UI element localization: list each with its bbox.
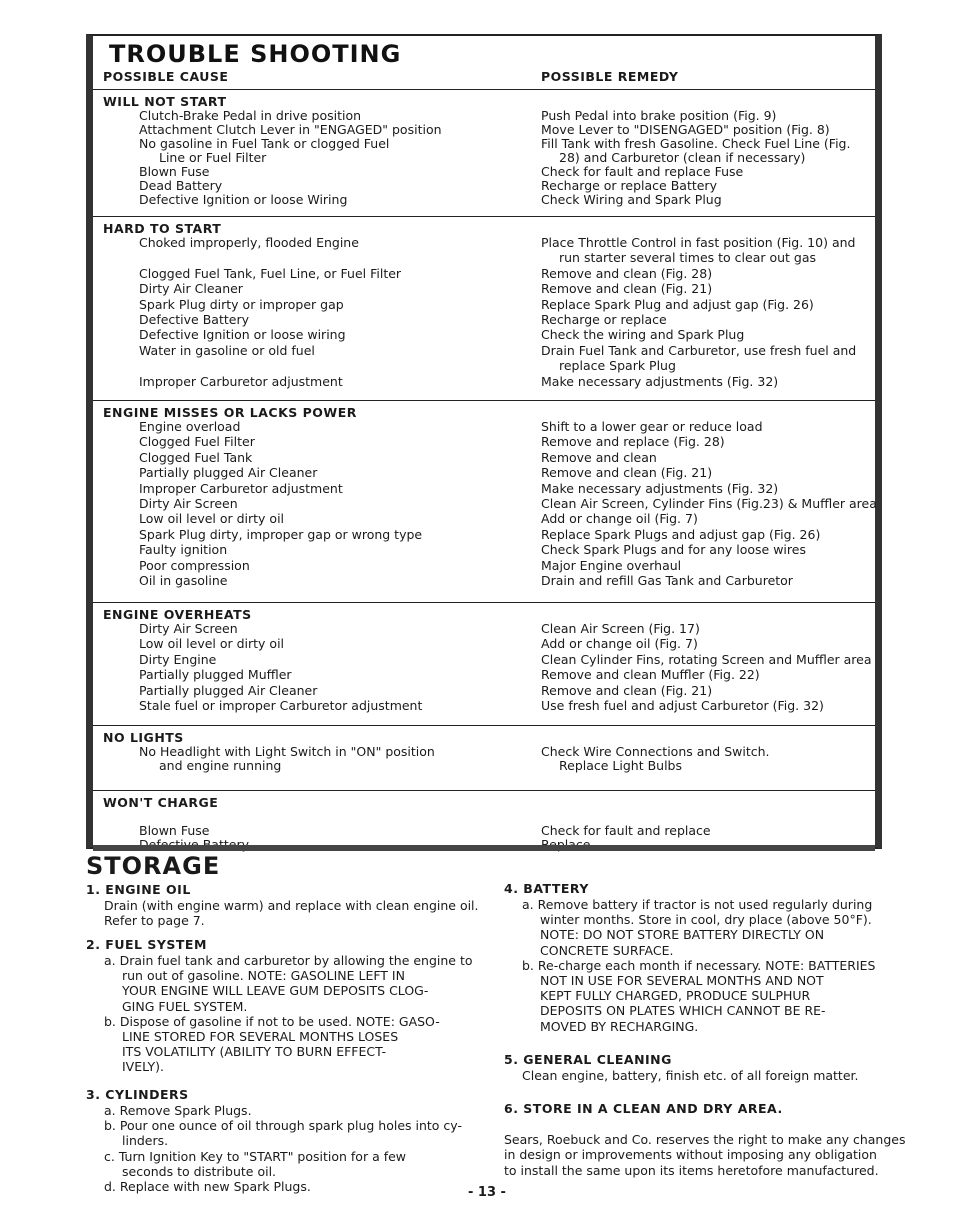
cause-line: Improper Carburetor adjustment <box>139 480 343 496</box>
cause-line: Clutch-Brake Pedal in drive position <box>139 108 362 123</box>
storage-heading: 1. ENGINE OIL <box>86 882 191 897</box>
remedy-line: Check Spark Plugs and for any loose wires <box>541 542 806 558</box>
disclaimer-line: Sears, Roebuck and Co. reserves the right to make any changes <box>504 1132 906 1147</box>
cause-line: Dead Battery <box>139 178 223 193</box>
storage-line: LINE STORED FOR SEVERAL MONTHS LOSES <box>122 1029 399 1044</box>
cause-line: Defective Ignition or loose Wiring <box>139 192 348 207</box>
remedy-line: Remove and clean (Fig. 28) <box>541 265 713 281</box>
cause-line: Dirty Air Screen <box>139 496 238 511</box>
storage-line: Clean engine, battery, finish etc. of all foreign matter. <box>522 1068 859 1083</box>
remedy-line: Check for fault and replace <box>541 823 711 838</box>
remedy-line: Replace Spark Plug and adjust gap (Fig. 26) <box>541 296 814 312</box>
storage-line: linders. <box>122 1133 169 1149</box>
cause-line: Clogged Fuel Tank <box>139 449 253 465</box>
storage-heading: 6. STORE IN A CLEAN AND DRY AREA. <box>504 1101 783 1116</box>
cause-line: Dirty Air Cleaner <box>139 281 243 297</box>
column-header-cause: POSSIBLE CAUSE <box>103 69 229 84</box>
remedy-line: Make necessary adjustments (Fig. 32) <box>541 480 779 496</box>
storage-line: winter months. Store in cool, dry place (above 50°F). <box>540 912 872 928</box>
cause-line: Dirty Air Screen <box>139 621 238 636</box>
cause-line: Low oil level or dirty oil <box>139 636 285 652</box>
remedy-line: Check the wiring and Spark Plug <box>541 327 745 343</box>
cause-line: Spark Plug dirty, improper gap or wrong type <box>139 526 423 542</box>
storage-heading: 2. FUEL SYSTEM <box>86 937 207 952</box>
remedy-line: Clean Cylinder Fins, rotating Screen and Muffler area <box>541 651 872 667</box>
storage-line: CONCRETE SURFACE. <box>540 942 674 958</box>
remedy-line: Use fresh fuel and adjust Carburetor (Fig. 32) <box>541 698 824 713</box>
troubleshooting-title: TROUBLE SHOOTING <box>109 40 402 68</box>
cause-line: Partially plugged Air Cleaner <box>139 465 318 481</box>
trouble-section <box>93 89 875 207</box>
storage-line: YOUR ENGINE WILL LEAVE GUM DEPOSITS CLOG- <box>122 983 429 999</box>
remedy-line: Drain Fuel Tank and Carburetor, use fresh fuel and <box>541 342 857 358</box>
section-title: NO LIGHTS <box>103 730 184 745</box>
cause-line: Poor compression <box>139 557 250 573</box>
storage-line: KEPT FULLY CHARGED, PRODUCE SULPHUR <box>540 988 811 1004</box>
cause-line: Partially plugged Muffler <box>139 667 292 683</box>
section-title: ENGINE OVERHEATS <box>103 607 252 622</box>
remedy-line: Check Wiring and Spark Plug <box>541 192 722 207</box>
storage-line: Drain (with engine warm) and replace with clean engine oil. <box>104 898 479 913</box>
cause-line: Stale fuel or improper Carburetor adjustment <box>139 698 423 713</box>
remedy-line: Major Engine overhaul <box>541 557 682 573</box>
storage-line: b. Re-charge each month if necessary. NOTE: BATTERIES <box>522 957 876 973</box>
cause-line: Defective Battery <box>139 312 249 327</box>
trouble-section <box>93 602 875 713</box>
trouble-section <box>93 400 877 588</box>
cause-line: and engine running <box>159 758 282 773</box>
cause-line: Attachment Clutch Lever in "ENGAGED" position <box>139 122 442 137</box>
cause-line: Choked improperly, flooded Engine <box>139 235 359 250</box>
disclaimer-line: in design or improvements without imposing any obligation <box>504 1147 877 1163</box>
storage-line: NOTE: DO NOT STORE BATTERY DIRECTLY ON <box>540 927 825 943</box>
storage-line: seconds to distribute oil. <box>122 1163 277 1179</box>
remedy-line: Remove and clean Muffler (Fig. 22) <box>541 667 760 683</box>
section-title: WON'T CHARGE <box>103 795 219 810</box>
remedy-line: Clean Air Screen (Fig. 17) <box>541 621 700 636</box>
remedy-line: Recharge or replace <box>541 312 667 327</box>
cause-line: Blown Fuse <box>139 164 210 179</box>
storage-line: a. Remove Spark Plugs. <box>104 1103 252 1118</box>
storage-line: MOVED BY RECHARGING. <box>540 1018 699 1034</box>
remedy-line: run starter several times to clear out gas <box>559 250 817 266</box>
page-number: - 13 - <box>468 1185 506 1200</box>
cause-line: Engine overload <box>139 419 241 434</box>
storage-heading: 3. CYLINDERS <box>86 1087 189 1102</box>
remedy-line: Remove and clean (Fig. 21) <box>541 281 713 297</box>
storage-line: DEPOSITS ON PLATES WHICH CANNOT BE RE- <box>540 1003 826 1019</box>
cause-line: Water in gasoline or old fuel <box>139 342 315 358</box>
cause-line: Clogged Fuel Filter <box>139 434 255 450</box>
cause-line: Improper Carburetor adjustment <box>139 373 343 389</box>
cause-line: Clogged Fuel Tank, Fuel Line, or Fuel Filter <box>139 265 402 281</box>
section-title: HARD TO START <box>103 221 222 236</box>
storage-line: Refer to page 7. <box>104 913 205 929</box>
storage-heading: 4. BATTERY <box>504 881 589 896</box>
storage-line: b. Dispose of gasoline if not to be used. NOTE: GASO- <box>104 1013 440 1029</box>
cause-line: Blown Fuse <box>139 823 210 838</box>
storage-title: STORAGE <box>86 852 221 880</box>
remedy-line: Recharge or replace Battery <box>541 178 717 193</box>
trouble-section <box>93 790 875 838</box>
remedy-line: Move Lever to "DISENGAGED" position (Fig. 8) <box>541 122 830 137</box>
storage-line: c. Turn Ignition Key to "START" position for a few <box>104 1148 407 1164</box>
section-title: WILL NOT START <box>103 94 227 109</box>
remedy-line: replace Spark Plug <box>559 358 676 374</box>
storage-line: a. Drain fuel tank and carburetor by allowing the engine to <box>104 953 473 968</box>
storage-line: run out of gasoline. NOTE: GASOLINE LEFT IN <box>122 968 405 984</box>
storage-line: d. Replace with new Spark Plugs. <box>104 1179 311 1194</box>
cause-line: Spark Plug dirty or improper gap <box>139 296 344 312</box>
cause-line: No Headlight with Light Switch in "ON" position <box>139 744 435 759</box>
remedy-line: Shift to a lower gear or reduce load <box>541 419 763 434</box>
cause-line: Dirty Engine <box>139 651 217 667</box>
cause-line: Defective Ignition or loose wiring <box>139 327 346 343</box>
cause-line: Low oil level or dirty oil <box>139 511 285 527</box>
trouble-section <box>93 725 875 773</box>
remedy-line: 28) and Carburetor (clean if necessary) <box>559 150 806 165</box>
trouble-section <box>93 216 875 389</box>
storage-line: IVELY). <box>122 1059 164 1075</box>
remedy-line: Check Wire Connections and Switch. <box>541 744 770 759</box>
storage-heading: 5. GENERAL CLEANING <box>504 1052 672 1067</box>
remedy-line: Check for fault and replace Fuse <box>541 164 744 179</box>
storage-line: GING FUEL SYSTEM. <box>122 998 248 1014</box>
section-title: ENGINE MISSES OR LACKS POWER <box>103 405 357 420</box>
cause-line: Faulty ignition <box>139 542 228 558</box>
remedy-line: Remove and clean <box>541 449 657 465</box>
troubleshooting-table <box>86 34 882 849</box>
remedy-line: Remove and clean (Fig. 21) <box>541 682 713 698</box>
remedy-line: Make necessary adjustments (Fig. 32) <box>541 373 779 389</box>
remedy-line: Remove and replace (Fig. 28) <box>541 434 725 450</box>
remedy-line: Drain and refill Gas Tank and Carburetor <box>541 573 793 588</box>
remedy-line: Add or change oil (Fig. 7) <box>541 511 698 527</box>
cause-line: Line or Fuel Filter <box>159 150 267 165</box>
remedy-line: Push Pedal into brake position (Fig. 9) <box>541 108 777 123</box>
storage-line: NOT IN USE FOR SEVERAL MONTHS AND NOT <box>540 973 824 988</box>
storage-line: b. Pour one ounce of oil through spark plug holes into cy- <box>104 1118 462 1134</box>
cause-line: Partially plugged Air Cleaner <box>139 682 318 698</box>
storage-line: ITS VOLATILITY (ABILITY TO BURN EFFECT- <box>122 1044 387 1060</box>
remedy-line: Remove and clean (Fig. 21) <box>541 465 713 481</box>
remedy-line: Place Throttle Control in fast position (Fig. 10) and <box>541 235 856 250</box>
remedy-line: Replace Light Bulbs <box>559 758 683 773</box>
remedy-line: Clean Air Screen, Cylinder Fins (Fig.23) & Muffler area <box>541 496 877 511</box>
remedy-line: Add or change oil (Fig. 7) <box>541 636 698 652</box>
storage-line: a. Remove battery if tractor is not used regularly during <box>522 897 873 912</box>
bottom-rule <box>93 845 875 851</box>
remedy-line: Replace Spark Plugs and adjust gap (Fig. 26) <box>541 526 821 542</box>
remedy-line: Fill Tank with fresh Gasoline. Check Fuel Line (Fig. <box>541 136 851 151</box>
cause-line: No gasoline in Fuel Tank or clogged Fuel <box>139 136 390 151</box>
disclaimer-line: to install the same upon its items heretofore manufactured. <box>504 1162 879 1178</box>
column-header-remedy: POSSIBLE REMEDY <box>541 69 679 84</box>
cause-line: Oil in gasoline <box>139 573 228 588</box>
